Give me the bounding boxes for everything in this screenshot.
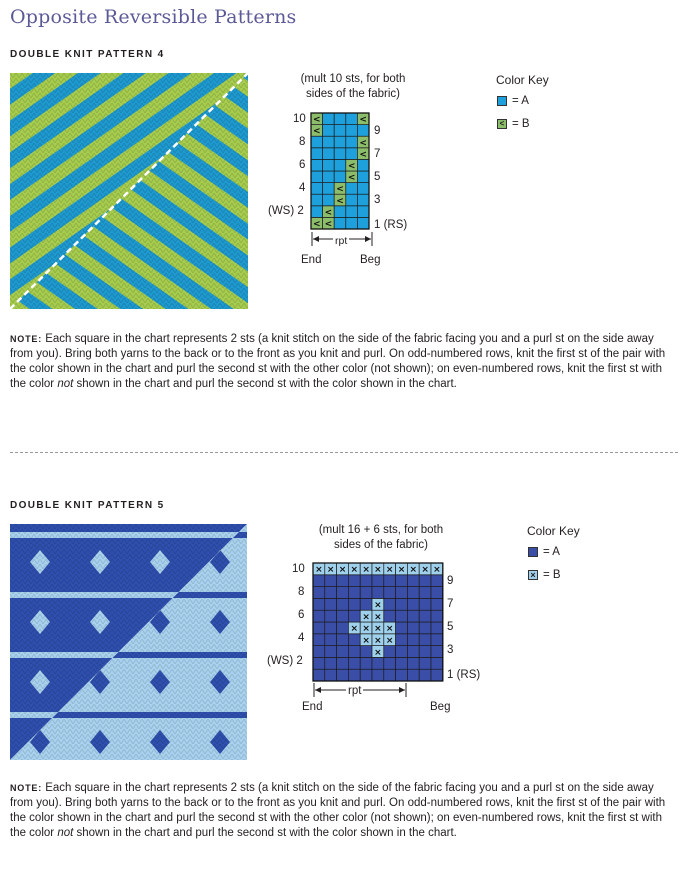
chart-cell-color-a <box>407 669 419 681</box>
chart-cell-symbol: × <box>433 565 441 576</box>
chart-cell-color-a <box>348 657 360 669</box>
color-a-swatch <box>497 96 507 106</box>
chart-cell-symbol: × <box>362 612 370 623</box>
chart-cell-symbol: < <box>324 207 333 218</box>
note-emphasis: not <box>57 378 74 390</box>
chart-cell-color-a <box>325 610 337 622</box>
color-key-a <box>497 95 529 107</box>
chart-cell-symbol: < <box>313 219 321 230</box>
chart-caption <box>288 523 474 553</box>
chart-grid <box>312 562 444 682</box>
chart-cell-color-a <box>384 598 396 610</box>
note-text: Each square in the chart represents 2 sts (a knit stitch on the side of the fabric facing you and a purl st on the side away from you). Bring both yarns to the back or to the front as you knit and purl. On odd-numbered rows, knit the first st of the pair with the color shown in the chart and purl the second st with the other color (not shown); on even-numbered rows, knit the first st with the color <box>10 782 666 839</box>
color-key-title: Color Key <box>527 524 580 538</box>
chart-cell-symbol: × <box>362 565 370 576</box>
chart-cell-symbol: × <box>362 636 370 646</box>
chart-cell-color-a <box>323 171 335 183</box>
chart-cell-color-a <box>311 148 323 160</box>
row-label: 6 <box>298 609 305 621</box>
chart-cell-color-a <box>357 159 369 171</box>
chart-cell-color-a <box>323 183 335 195</box>
chart-cell-color-a <box>348 634 360 646</box>
color-key-a <box>528 546 560 558</box>
row-label: 8 <box>298 586 305 598</box>
chart-cell-color-a <box>334 125 346 137</box>
chart-cell-color-a <box>346 113 358 125</box>
beg-label: Beg <box>360 254 381 266</box>
row-label: 4 <box>298 632 305 644</box>
chart-cell-color-a <box>311 206 323 218</box>
note-text: Each square in the chart represents 2 sts (a knit stitch on the side of the fabric facing you and a purl st on the side away from you). Bring both yarns to the back or to the front as you knit and purl. On odd-numbered rows, knit the first st of the pair with the color shown in the chart and purl the second st with the other color (not shown); on even-numbered rows, knit the first st with the color <box>10 333 666 390</box>
row-label: 2 <box>296 655 303 667</box>
row-label: 8 <box>299 136 306 148</box>
caption-line: sides of the fabric) <box>306 88 400 100</box>
color-a-swatch <box>528 547 538 557</box>
chart-cell-color-a <box>337 634 349 646</box>
end-label: End <box>302 701 323 713</box>
chart-cell-symbol: < <box>336 184 344 195</box>
chart-cell-color-a <box>407 610 419 622</box>
chart-cell-symbol: × <box>374 600 382 611</box>
chart-cell-color-a <box>396 669 408 681</box>
chart-cell-color-a <box>334 217 346 229</box>
section-title: DOUBLE KNIT PATTERN 4 <box>10 49 165 60</box>
chart-cell-color-a <box>311 159 323 171</box>
chart-cell-color-a <box>323 148 335 160</box>
color-a-label: = A <box>512 95 529 107</box>
chart-cell-color-a <box>313 610 325 622</box>
chart-cell-color-a <box>337 622 349 634</box>
pattern-note <box>10 781 675 841</box>
chart-cell-color-a <box>337 587 349 599</box>
chart-cell-color-a <box>313 657 325 669</box>
chart-cell-color-a <box>431 622 443 634</box>
note-text: shown in the chart and purl the second st with the color shown in the chart. <box>73 378 457 390</box>
chart-cell-color-a <box>407 622 419 634</box>
chart-cell-color-a <box>396 634 408 646</box>
chart-cell-color-a <box>384 575 396 587</box>
chart-cell-color-a <box>313 575 325 587</box>
row-label: 5 <box>447 621 454 633</box>
chart-cell-symbol: × <box>326 565 335 576</box>
row-label: 9 <box>447 575 454 587</box>
chart-cell-color-a <box>337 657 349 669</box>
chart-caption <box>268 72 438 102</box>
row-label: 3 <box>374 194 381 206</box>
color-key-b <box>497 118 530 130</box>
chart-cell-color-a <box>407 575 419 587</box>
chart-cell-color-a <box>325 646 337 658</box>
chart-cell-color-a <box>334 136 346 148</box>
chart-cell-symbol: × <box>385 565 394 576</box>
chart-cell-color-a <box>396 610 408 622</box>
chart-cell-color-a <box>346 183 358 195</box>
chart-cell-color-a <box>357 171 369 183</box>
chart-cell-color-a <box>348 610 360 622</box>
chart-cell-color-a <box>419 657 431 669</box>
chart-cell-symbol: × <box>374 612 382 623</box>
row-label: 10 <box>292 563 305 575</box>
chart-cell-color-a <box>360 669 372 681</box>
color-b-swatch <box>497 119 507 129</box>
chart-cell-color-a <box>431 575 443 587</box>
note-text: shown in the chart and purl the second st with the color shown in the chart. <box>73 827 457 839</box>
row-label: 2 <box>297 205 304 217</box>
row-label: 3 <box>447 644 454 656</box>
chart-cell-color-a <box>419 587 431 599</box>
swatch-image <box>10 524 247 760</box>
chart-cell-color-a <box>396 622 408 634</box>
ws-label: (WS) <box>268 205 295 217</box>
chart-cell-color-a <box>419 598 431 610</box>
chart-cell-symbol: × <box>374 636 382 646</box>
chart-cell-symbol: < <box>324 219 333 230</box>
chart-cell-symbol: × <box>409 565 418 576</box>
chart-cell-color-a <box>346 125 358 137</box>
color-a-label: = A <box>543 546 560 558</box>
chart-cell-color-a <box>419 646 431 658</box>
knit-chart <box>312 562 444 687</box>
chart-cell-color-a <box>372 657 384 669</box>
chart-cell-symbol: < <box>347 161 356 172</box>
color-key-b <box>528 569 561 581</box>
chart-cell-color-a <box>357 125 369 137</box>
color-b-label: = B <box>512 118 530 130</box>
chart-cell-color-a <box>325 657 337 669</box>
chart-cell-color-a <box>407 634 419 646</box>
ws-row-label <box>267 655 303 668</box>
knit-texture <box>10 524 247 760</box>
chart-cell-color-a <box>384 669 396 681</box>
chart-cell-color-a <box>313 622 325 634</box>
chart-cell-color-a <box>407 646 419 658</box>
chart-cell-symbol: × <box>421 565 429 576</box>
chart-cell-color-a <box>313 587 325 599</box>
chart-cell-symbol: × <box>374 647 382 658</box>
chart-cell-color-a <box>313 646 325 658</box>
caption-line: sides of the fabric) <box>334 539 428 551</box>
chart-cell-symbol: < <box>359 138 367 149</box>
chart-cell-color-a <box>419 622 431 634</box>
chart-cell-color-a <box>431 646 443 658</box>
chart-cell-color-a <box>372 575 384 587</box>
chart-cell-color-a <box>325 622 337 634</box>
end-label: End <box>301 254 322 266</box>
chart-cell-color-a <box>325 598 337 610</box>
chart-cell-color-a <box>311 136 323 148</box>
chart-cell-color-a <box>325 587 337 599</box>
chart-cell-color-a <box>431 598 443 610</box>
chart-cell-color-a <box>407 598 419 610</box>
chart-cell-color-a <box>346 148 358 160</box>
row-label: 7 <box>447 598 454 610</box>
chart-cell-color-a <box>325 669 337 681</box>
chart-cell-color-a <box>360 587 372 599</box>
chart-cell-color-a <box>311 183 323 195</box>
chart-cell-color-a <box>348 587 360 599</box>
chart-cell-color-a <box>334 159 346 171</box>
repeat-label: rpt <box>348 685 362 697</box>
chart-cell-color-a <box>396 646 408 658</box>
row-label: 6 <box>299 159 306 171</box>
color-b-swatch <box>528 570 538 580</box>
ws-label: (WS) <box>267 655 294 667</box>
chart-cell-color-a <box>313 669 325 681</box>
knit-chart <box>310 112 370 235</box>
chart-cell-color-a <box>323 194 335 206</box>
chart-cell-symbol: × <box>350 624 359 635</box>
chart-cell-color-a <box>325 575 337 587</box>
chart-cell-symbol: × <box>385 636 394 646</box>
note-label: NOTE: <box>10 783 42 793</box>
chart-cell-color-a <box>311 194 323 206</box>
page-title: Opposite Reversible Patterns <box>10 6 297 28</box>
chart-cell-color-a <box>311 171 323 183</box>
chart-cell-color-a <box>419 610 431 622</box>
chart-cell-color-a <box>360 657 372 669</box>
chart-cell-color-a <box>346 194 358 206</box>
chart-cell-color-a <box>357 183 369 195</box>
chart-cell-color-a <box>396 587 408 599</box>
chart-cell-color-a <box>313 634 325 646</box>
chart-cell-color-a <box>357 217 369 229</box>
chart-cell-color-a <box>346 206 358 218</box>
knit-swatch-photo <box>10 73 248 309</box>
chart-cell-symbol: < <box>313 126 321 137</box>
chart-cell-symbol: × <box>350 565 359 576</box>
chart-cell-color-a <box>360 598 372 610</box>
chart-cell-color-a <box>323 113 335 125</box>
rs-row-label: 1 (RS) <box>374 219 408 231</box>
chart-cell-color-a <box>396 575 408 587</box>
chart-cell-symbol: × <box>315 565 323 576</box>
chart-cell-color-a <box>431 587 443 599</box>
row-label: 9 <box>374 125 381 137</box>
chart-cell-color-a <box>419 575 431 587</box>
chart-cell-color-a <box>346 217 358 229</box>
chart-cell-color-a <box>419 669 431 681</box>
chart-cell-color-a <box>372 669 384 681</box>
chart-cell-color-a <box>334 171 346 183</box>
repeat-label: rpt <box>335 235 348 247</box>
chart-cell-symbol: < <box>359 149 367 160</box>
chart-cell-color-a <box>337 598 349 610</box>
chart-cell-color-a <box>334 148 346 160</box>
chart-cell-color-a <box>357 194 369 206</box>
chart-cell-symbol: × <box>397 565 406 576</box>
chart-cell-symbol: × <box>385 624 394 635</box>
chart-cell-color-a <box>384 657 396 669</box>
caption-line: (mult 10 sts, for both <box>300 73 406 85</box>
chart-cell-color-a <box>419 634 431 646</box>
b-symbol: < <box>499 119 505 128</box>
chart-cell-symbol: < <box>313 115 321 126</box>
chart-cell-color-a <box>372 587 384 599</box>
chart-cell-color-a <box>348 575 360 587</box>
chart-cell-color-a <box>337 610 349 622</box>
chart-cell-color-a <box>323 159 335 171</box>
chart-cell-color-a <box>384 610 396 622</box>
chart-cell-symbol: × <box>362 624 370 635</box>
section-title: DOUBLE KNIT PATTERN 5 <box>10 500 165 511</box>
chart-cell-color-a <box>360 646 372 658</box>
row-label: 5 <box>374 171 381 183</box>
note-emphasis: not <box>57 827 74 839</box>
chart-cell-color-a <box>384 587 396 599</box>
chart-cell-symbol: < <box>347 173 356 184</box>
rs-row-label: 1 (RS) <box>447 669 481 681</box>
chart-cell-color-a <box>334 206 346 218</box>
chart-cell-color-a <box>431 657 443 669</box>
chart-cell-color-a <box>337 669 349 681</box>
chart-cell-color-a <box>396 598 408 610</box>
chart-grid <box>310 112 370 230</box>
row-label: 7 <box>374 148 381 160</box>
note-label: NOTE: <box>10 334 42 344</box>
chart-cell-color-a <box>396 657 408 669</box>
chart-cell-symbol: × <box>338 565 347 576</box>
chart-cell-color-a <box>431 669 443 681</box>
knit-swatch-photo <box>10 524 247 760</box>
chart-cell-color-a <box>346 136 358 148</box>
chart-cell-color-a <box>334 113 346 125</box>
ws-row-label <box>268 205 304 218</box>
chart-cell-color-a <box>348 646 360 658</box>
chart-cell-color-a <box>384 646 396 658</box>
chart-cell-color-a <box>323 136 335 148</box>
chart-cell-color-a <box>313 598 325 610</box>
color-key-title: Color Key <box>496 73 549 87</box>
chart-cell-color-a <box>337 646 349 658</box>
b-symbol: × <box>530 570 536 580</box>
chart-cell-color-a <box>337 575 349 587</box>
section-divider <box>10 452 678 453</box>
chart-cell-color-a <box>431 610 443 622</box>
color-b-label: = B <box>543 569 561 581</box>
chart-cell-color-a <box>323 125 335 137</box>
chart-cell-symbol: < <box>336 196 344 207</box>
beg-label: Beg <box>430 701 451 713</box>
row-label: 4 <box>299 182 306 194</box>
chart-cell-symbol: < <box>359 115 367 126</box>
pattern-note <box>10 332 675 392</box>
chart-cell-symbol: × <box>374 565 382 576</box>
chart-cell-color-a <box>407 587 419 599</box>
caption-line: (mult 16 + 6 sts, for both <box>318 524 444 536</box>
chart-cell-color-a <box>348 669 360 681</box>
chart-cell-symbol: × <box>374 624 382 635</box>
chart-cell-color-a <box>357 206 369 218</box>
chart-cell-color-a <box>360 575 372 587</box>
chart-cell-color-a <box>348 598 360 610</box>
swatch-image <box>10 73 248 309</box>
chart-cell-color-a <box>325 634 337 646</box>
chart-cell-color-a <box>407 657 419 669</box>
row-label: 10 <box>293 113 306 125</box>
chart-cell-color-a <box>431 634 443 646</box>
